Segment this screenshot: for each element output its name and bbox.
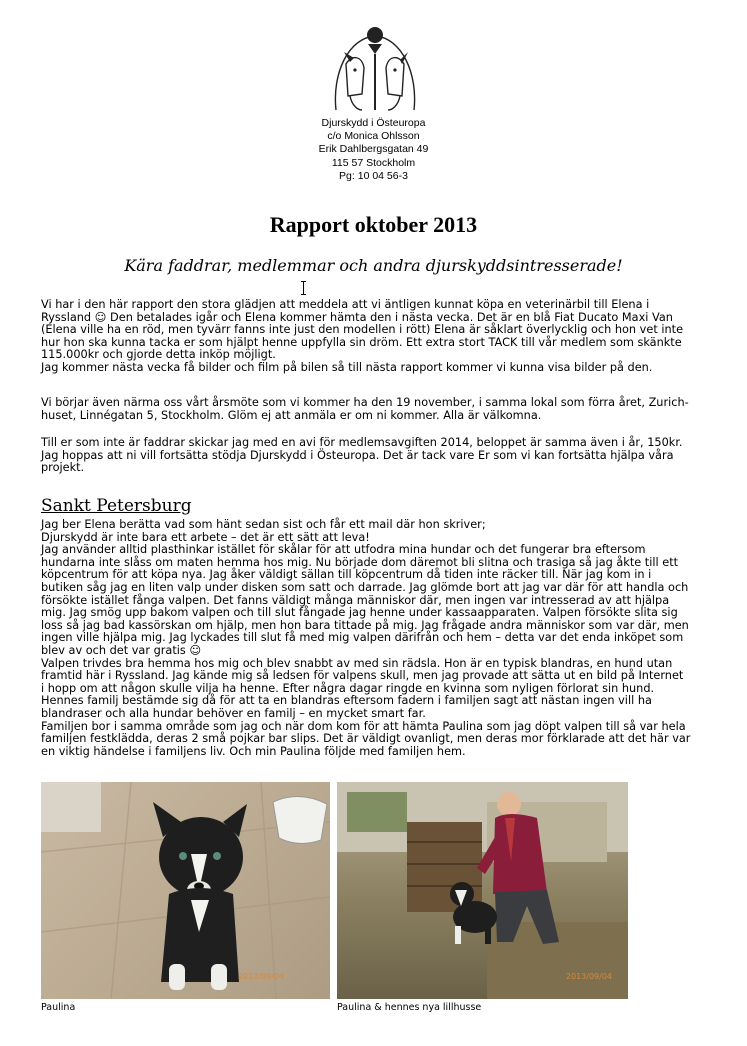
text-line: blev av och det var gratis ☺ <box>41 643 202 657</box>
story-paragraph <box>41 519 721 758</box>
puppy-photo <box>41 782 330 999</box>
organization-address <box>0 117 747 183</box>
text-line: mig. Jag smög upp bakom valpen och till slut fångade jag henne under kassaapparaten. Valpen försökte slita sig <box>41 606 678 620</box>
fee-paragraph <box>41 437 721 475</box>
text-line: framtid här i Ryssland. Jag kände mig så ledsen för valpens skull, men jag provade att sätta ut en bild på Internet <box>41 669 684 683</box>
org-postal: 115 57 Stockholm <box>331 156 416 169</box>
text-line: 115.000kr och gjorde detta inköp möjligt. <box>41 348 276 362</box>
photo-caption: Paulina & hennes nya lillhusse <box>337 1002 482 1013</box>
org-care-of: c/o Monica Ohlsson <box>327 130 420 143</box>
text-line: försökte istället fånga valpen. Det fanns väldigt många människor där, men ingen var intresserad av att hjälpa <box>41 593 670 607</box>
org-name: Djurskydd i Östeuropa <box>321 117 426 129</box>
text-line: Familjen bor i samma område som jag och när dom kom för att hämta Paulina som jag döpt valpen till så var hela <box>41 719 686 733</box>
boy-with-puppy-photo <box>337 782 628 999</box>
text-line: Ryssland ☺ Den betalades igår och Elena kommer hämta den i nästa vecka. Det är en blå Fiat Ducato Maxi Van <box>41 310 673 324</box>
text-line: Vi har i den här rapport den stora glädjen att meddela att vi äntligen kunnat köpa en veterinärbil till Elena i <box>41 298 650 311</box>
text-line: Till er som inte är faddrar skickar jag med en avi för medlemsavgiften 2014, beloppet är samma även i år, 150kr. <box>41 436 683 449</box>
text-line: blandraser och alla hundar behöver en familj – en mycket smart far. <box>41 706 426 720</box>
photo-caption: Paulina <box>41 1002 76 1013</box>
org-street: Erik Dahlbergsgatan 49 <box>318 143 429 156</box>
text-line: hundarna inte slåss om maten hemma hos mig. Nu började dom däremot bli slitna och trasiga så jag åkte till ett <box>41 555 679 569</box>
text-line: Djurskydd är inte bara ett arbete – det är ett sätt att leva! <box>41 530 370 544</box>
text-line: hur hon ska kunna tacka er som hjälpt henne uppfylla sin dröm. Ett extra stort TACK till vår medlem som skänkte <box>41 335 682 349</box>
text-line: köpcentrum för att köpa nya. Jag åker väldigt sällan till köpcentrum då tiden inte räcker till. När jag kom in i <box>41 568 652 582</box>
text-line: huset, Linnégatan 5, Stockholm. Glöm ej att anmäla er om ni kommer. Alla är välkomna. <box>41 408 542 422</box>
text-line: loss så jag bad kassörskan om hjälp, men hon bara tittade på mig. Jag frågade andra människor som var där, men <box>41 618 689 632</box>
boy-with-puppy-illustration <box>337 782 628 999</box>
text-line: (Elena ville ha en röd, men tyvärr fanns inte just den modellen i rött) Elena är såklart överlycklig och hon vet inte <box>41 323 684 337</box>
text-line: butiken såg jag en liten valp under disken som satt och darrade. Jag glömde bort att jag var där för att handla och <box>41 580 689 594</box>
intro-paragraph <box>41 299 721 375</box>
animal-care-logo-icon <box>328 24 422 118</box>
text-line: familjen festklädda, deras 2 små pojkar bar slips. Det är väldigt ovanligt, men deras mor förklarade att det här var <box>41 732 691 746</box>
page-title: Rapport oktober 2013 <box>269 212 478 237</box>
text-cursor-icon <box>303 281 304 295</box>
puppy-illustration <box>41 782 330 999</box>
text-line: ingen ville hjälpa mig. Jag lyckades till slut få med mig valpen därifrån och hem – detta var det enda inköpet som <box>41 631 684 645</box>
text-line: en viktig händelse i familjens liv. Och min Paulina följde med familjen hem. <box>41 744 466 758</box>
text-line: Hennes familj bestämde sig då för att ta en blandras eftersom fadern i familjen sagt att nästan ingen vill ha <box>41 694 652 708</box>
text-line: Vi börjar även närma oss vårt årsmöte som vi kommer ha den 19 november, i samma lokal som förra året, Zurich- <box>41 396 689 409</box>
org-postgiro: Pg: 10 04 56-3 <box>339 169 408 182</box>
text-line: projekt. <box>41 461 85 475</box>
text-line: Jag ber Elena berätta vad som hänt sedan sist och får ett mail där hon skriver; <box>41 518 486 531</box>
greeting-heading: Kära faddrar, medlemmar och andra djurskyddsintresserade! <box>124 256 623 275</box>
text-line: i hopp om att någon skulle vilja ha henne. Efter några dagar ringde en kvinna som nyligen förlorat sin hund. <box>41 681 655 695</box>
section-title: Sankt Petersburg <box>41 496 192 516</box>
photo-date-stamp: 2013/09/04 <box>565 972 612 981</box>
meeting-paragraph <box>41 397 721 422</box>
text-line: Jag kommer nästa vecka få bilder och film på bilen så till nästa rapport kommer vi kunna visa bilder på den. <box>41 360 653 374</box>
photo-date-stamp: 2013/09/04 <box>237 972 284 981</box>
text-line: Jag hoppas att ni vill fortsätta stödja Djurskydd i Östeuropa. Det är tack vare Er som vi kan fortsätta hjälpa våra <box>41 448 674 462</box>
text-line: Jag använder alltid plasthinkar istället för skålar för att utfodra mina hundar och det fungerar bra eftersom <box>41 543 646 557</box>
text-line: Valpen trivdes bra hemma hos mig och blev snabbt av med sin rädsla. Hon är en typisk blandras, en hund utan <box>41 656 673 670</box>
